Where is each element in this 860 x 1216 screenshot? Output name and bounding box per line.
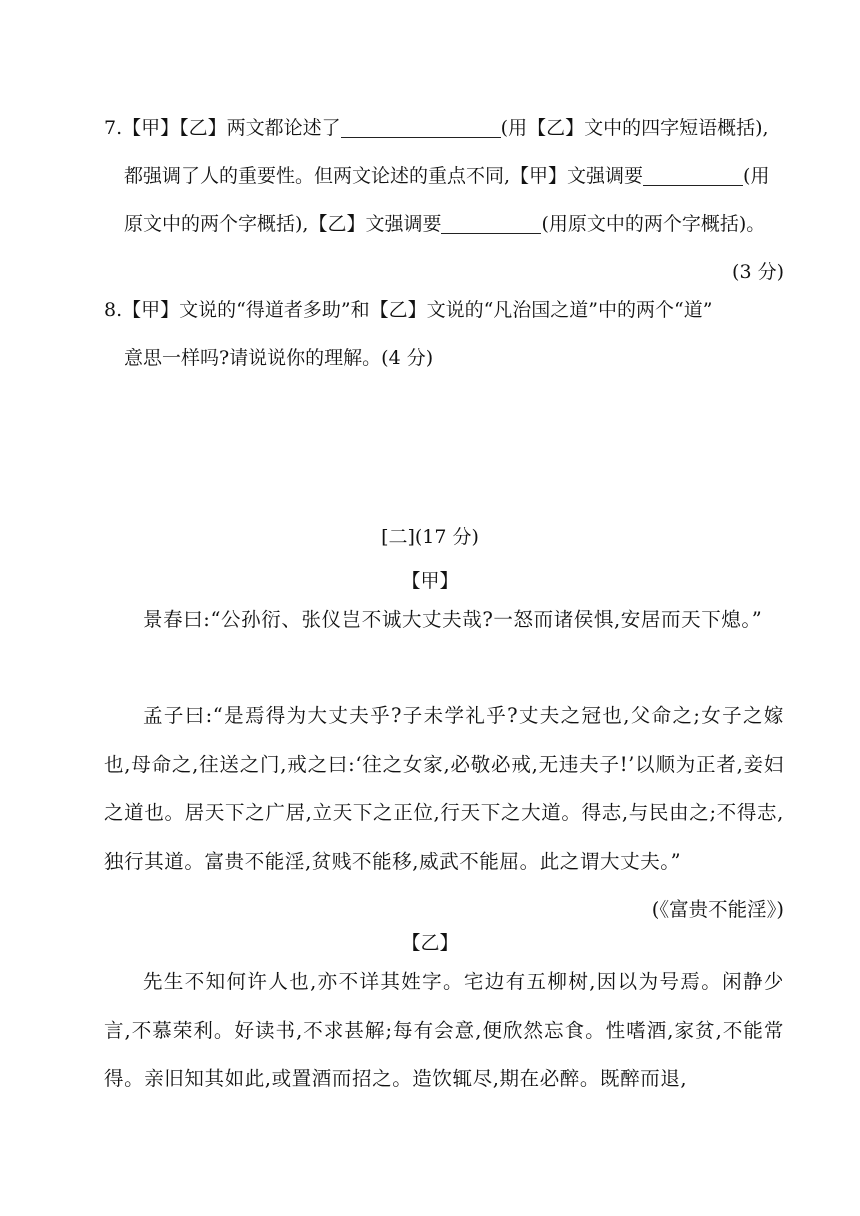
question-line [104, 152, 784, 200]
question-text: 【甲】文说的“得道者多助”和【乙】文说的“凡治国之道”中的两个“道” [122, 299, 713, 321]
score: (3 分) [732, 261, 784, 283]
passage-jia-paragraph-2 [104, 692, 784, 935]
question-number: 8. [104, 299, 123, 321]
answer-blank[interactable] [441, 211, 541, 234]
answer-blank[interactable] [643, 163, 743, 186]
question-8 [104, 286, 784, 382]
question-text: (用原文中的两个字概括)。 [541, 213, 766, 235]
passage-yi-paragraph-1: 先生不知何许人也,亦不详其姓字。宅边有五柳树,因以为号焉。闲静少言,不慕荣利。好读书,不求甚解;每有会意,便欣然忘食。性嗜酒,家贫,不能常得。亲旧知其如此,或置酒而招之。造饮辄尽,期在必醉。既醉而退, [104, 970, 784, 1090]
question-text: (用【乙】文中的四字短语概括), [500, 117, 769, 139]
passage-source: (《富贵不能淫》) [651, 898, 784, 921]
question-text: 都强调了人的重要性。但两文论述的重点不同,【甲】文强调要 [124, 165, 644, 187]
section-heading: [二](17 分) [381, 526, 479, 548]
question-text: 【甲】【乙】两文都论述了 [122, 117, 341, 139]
passage-jia-paragraph-1: 景春曰:“公孙衍、张仪岂不诚大丈夫哉?一怒而诸侯惧,安居而天下熄。” [143, 608, 763, 631]
paragraph-text: 孟子曰:“是焉得为大丈夫乎?子未学礼乎?丈夫之冠也,父命之;女子之嫁也,母命之,往送之门,戒之曰:‘往之女家,必敬必戒,无违夫子!’以顺为正者,妾妇之道也。居天下之广居,立天下之正位,行天下之大道。得志,与民由之;不得志,独行其道。富贵不能淫,贫贱不能移,威武不能屈。此之谓大丈夫。” [104, 704, 784, 873]
question-7 [104, 104, 784, 296]
passage-jia-label: 【甲】 [401, 570, 459, 592]
question-text: 意思一样吗?请说说你的理解。(4 分) [124, 347, 434, 369]
question-text: 原文中的两个字概括),【乙】文强调要 [124, 213, 442, 235]
passage-yi-label: 【乙】 [401, 932, 459, 954]
answer-blank[interactable] [341, 115, 501, 138]
question-number: 7. [104, 117, 123, 139]
question-line [104, 200, 784, 248]
question-text: (用 [743, 165, 770, 187]
